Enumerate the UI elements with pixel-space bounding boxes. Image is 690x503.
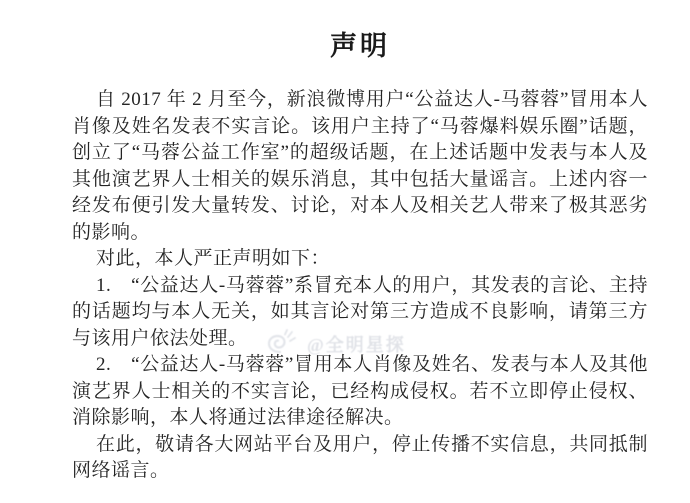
document-title: 声明 xyxy=(330,31,390,61)
paragraph-item-2: 2. “公益达人-马蓉蓉”冒用本人肖像及姓名、发表与本人及其他演艺界人士相关的不实言论，已经构成侵权。若不立即停止侵权、消除影响，本人将通过法律途径解决。 xyxy=(72,354,648,428)
paragraph-item-1: 1. “公益达人-马蓉蓉”系冒充本人的用户，其发表的言论、主持的话题均与本人无关，如其言论对第三方造成不良影响，请第三方与该用户依法处理。 xyxy=(72,274,648,349)
document-body xyxy=(72,24,648,485)
paragraph-declaration-lead: 对此，本人严正声明如下： xyxy=(96,248,331,269)
watermark-handle: @全明星探 xyxy=(307,335,406,355)
paragraph-closing: 在此，敬请各大网站平台及用户，停止传播不实信息，共同抵制网络谣言。 xyxy=(72,433,648,481)
paragraph-intro: 自 2017 年 2 月至今，新浪微博用户“公益达人-马蓉蓉”冒用本人肖像及姓名发表不实言论。该用户主持了“马蓉爆料娱乐圈”话题，创立了“马蓉公益工作室”的超级话题，在上述话题中发表与本人及其他演艺界人士相关的娱乐消息，其中包括大量谣言。上述内容一经发布便引发大量转发、讨论，对本人及相关艺人带来了极其恶劣的影响。 xyxy=(72,89,648,243)
